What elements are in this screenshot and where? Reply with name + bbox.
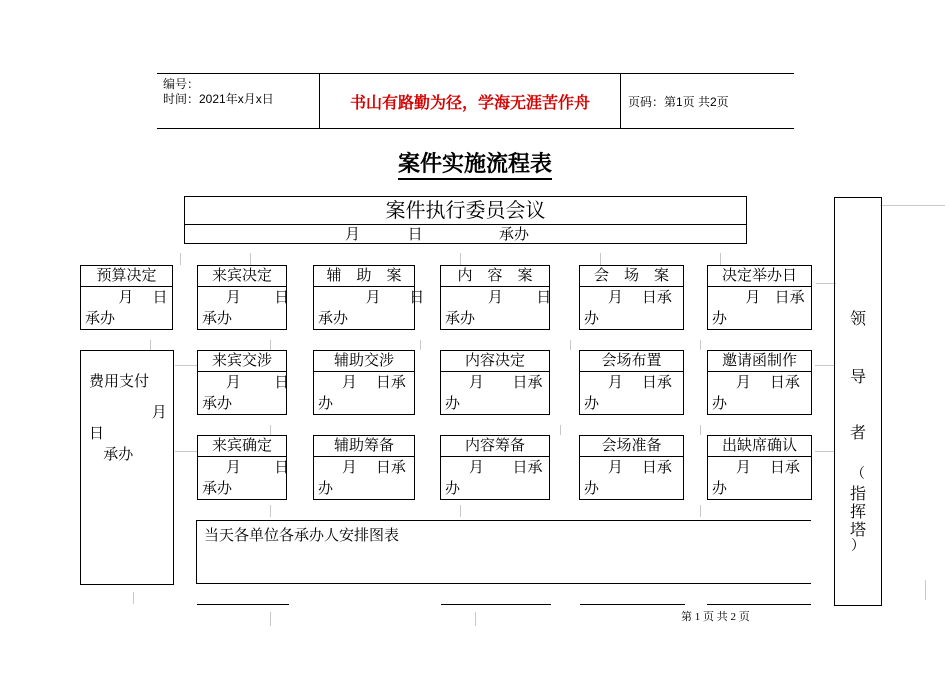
connector-line [700, 505, 701, 517]
box-date-line: 月 日承 [445, 373, 543, 391]
committee-box [184, 196, 747, 244]
leader-char: ） [851, 538, 865, 554]
box-owner-line: 承办 [202, 309, 233, 327]
budget-decision-box [80, 265, 173, 330]
box-owner-line: 办 [584, 309, 600, 327]
connector-line [815, 365, 835, 366]
connector-line [150, 340, 151, 350]
box-heading: 邀请函制作 [708, 351, 811, 372]
schedule-text: 当天各单位各承办人安排图表 [204, 526, 400, 544]
box-heading: 费用支付 [89, 372, 150, 390]
box-date-line: 月 [85, 403, 167, 421]
connector-line [133, 592, 134, 604]
box-date-line: 月 日承 [712, 288, 805, 306]
box-date-line: 月 日 [202, 288, 290, 306]
connector-line [460, 505, 461, 517]
box-owner-line: 承办 [89, 445, 134, 463]
content-decision-box [440, 350, 550, 415]
box-heading: 来宾决定 [198, 266, 286, 287]
leader-char: 领 [849, 309, 866, 328]
box-date-line: 月 日承 [712, 373, 800, 391]
venue-plan-box [579, 265, 684, 330]
signature-line [441, 604, 551, 605]
box-owner-line: 办 [318, 479, 334, 497]
box-heading: 会场准备 [580, 436, 683, 457]
box-owner-line: 办 [712, 479, 728, 497]
box-owner-line: 办 [712, 394, 728, 412]
signature-line [707, 604, 811, 605]
box-heading: 来宾确定 [198, 436, 286, 457]
box-date-line: 日 [89, 424, 105, 442]
box-heading: 辅 助 案 [314, 266, 414, 287]
box-date-line: 月 日 [445, 288, 552, 306]
box-date-line: 月 日承 [584, 288, 672, 306]
leader-char: 塔 [849, 520, 866, 539]
connector-line [175, 451, 197, 452]
box-owner-line: 承办 [202, 394, 233, 412]
box-date-line: 月 日 [85, 288, 168, 306]
box-owner-line: 办 [584, 479, 600, 497]
connector-line [925, 580, 926, 600]
box-date-line: 月 日 [202, 373, 290, 391]
time-label: 时间：2021年x月x日 [163, 92, 274, 106]
box-heading: 预算决定 [81, 266, 172, 287]
connector-line [700, 340, 701, 350]
leader-char: （ [851, 466, 865, 482]
guest-confirm-box [197, 435, 290, 500]
box-heading: 辅助筹备 [314, 436, 414, 457]
attendance-confirm-box [707, 435, 812, 500]
connector-line [250, 253, 251, 265]
connector-line [880, 205, 945, 206]
event-date-box [707, 265, 812, 330]
box-heading: 内容筹备 [441, 436, 549, 457]
leader-char: 导 [849, 367, 866, 386]
box-owner-line: 办 [445, 394, 461, 412]
support-prep-box [313, 435, 415, 500]
leader-char: 挥 [849, 502, 866, 521]
box-owner-line: 承办 [85, 309, 116, 327]
box-heading: 内 容 案 [441, 266, 549, 287]
box-date-line: 月 日承 [584, 458, 672, 476]
connector-line [460, 253, 461, 265]
box-date-line: 月 日承 [318, 458, 406, 476]
connector-line [700, 425, 701, 435]
box-heading: 会 场 案 [580, 266, 683, 287]
connector-line [570, 340, 571, 350]
connector-line [175, 365, 197, 366]
box-owner-line: 办 [584, 394, 600, 412]
box-date-line: 月 日承 [318, 373, 406, 391]
box-heading: 决定举办日 [708, 266, 811, 287]
page-info: 页码：第1页 共2页 [628, 95, 729, 109]
box-heading: 出缺席确认 [708, 436, 811, 457]
committee-title: 案件执行委员会议 [185, 197, 746, 225]
guest-decision-box [197, 265, 290, 330]
box-date-line: 月 日 [318, 288, 425, 306]
box-owner-line: 办 [712, 309, 728, 327]
box-date-line: 月 日承 [584, 373, 672, 391]
support-plan-box [313, 265, 425, 330]
support-negotiation-box [313, 350, 415, 415]
connector-line [270, 505, 271, 517]
leader-char: 指 [849, 484, 866, 503]
box-owner-line: 承办 [445, 309, 476, 327]
slogan-text: 书山有路勤为径，学海无涯苦作舟 [349, 92, 590, 112]
leader-char: 者 [849, 423, 866, 442]
box-heading: 来宾交涉 [198, 351, 286, 372]
page-title: 案件实施流程表 [0, 147, 950, 178]
connector-line [816, 283, 836, 284]
committee-date-line: 月 日 承办 [345, 225, 529, 243]
connector-line [475, 612, 476, 626]
box-date-line: 月 日承 [712, 458, 800, 476]
expense-payment-box [80, 350, 174, 585]
connector-line [560, 425, 561, 435]
page-footer: 第 1 页 共 2 页 [681, 611, 750, 623]
box-heading: 内容决定 [441, 351, 549, 372]
venue-setup-box [579, 350, 684, 415]
connector-line [600, 253, 601, 265]
box-owner-line: 承办 [202, 479, 233, 497]
box-heading: 会场布置 [580, 351, 683, 372]
connector-line [270, 425, 271, 435]
box-heading: 辅助交涉 [314, 351, 414, 372]
number-label: 编号： [163, 77, 200, 91]
connector-line [180, 253, 181, 265]
connector-line [270, 340, 271, 350]
connector-line [270, 612, 271, 626]
box-owner-line: 办 [445, 479, 461, 497]
signature-line [580, 604, 685, 605]
content-prep-box [440, 435, 550, 500]
invitation-box [707, 350, 812, 415]
connector-line [815, 451, 835, 452]
venue-prep-box [579, 435, 684, 500]
box-owner-line: 承办 [318, 309, 349, 327]
content-plan-box [440, 265, 550, 330]
connector-line [420, 340, 421, 350]
box-date-line: 月 日承 [445, 458, 543, 476]
connector-line [720, 253, 721, 265]
leader-box [834, 197, 882, 606]
box-owner-line: 办 [318, 394, 334, 412]
guest-negotiation-box [197, 350, 290, 415]
box-date-line: 月 日 [202, 458, 290, 476]
signature-line [197, 604, 289, 605]
